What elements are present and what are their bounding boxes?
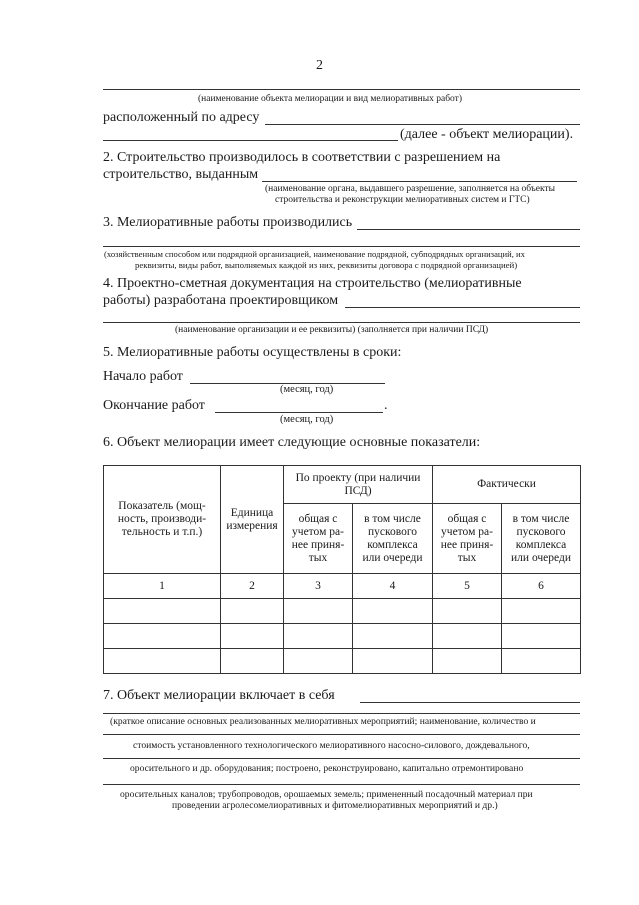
header-project-startup: в том числе пускового комплекса или очереди <box>353 504 433 574</box>
table-cell[interactable] <box>284 599 353 624</box>
table-row <box>104 599 581 624</box>
section2-line1: 2. Строительство производилось в соответствии с разрешением на <box>103 150 501 165</box>
contractor-line-1[interactable] <box>357 229 580 230</box>
section4-caption: (наименование организации и ее реквизиты) (заполняется при наличии ПСД) <box>175 325 489 335</box>
table-cell[interactable] <box>104 649 221 674</box>
section2-caption2: строительства и реконструкции мелиоративных систем и ГТС) <box>275 195 530 205</box>
header-actual-startup: в том числе пускового комплекса или очереди <box>502 504 581 574</box>
address-suffix: (далее - объект мелиорации). <box>400 127 574 142</box>
section5-text: 5. Мелиоративные работы осуществлены в сроки: <box>103 345 402 360</box>
address-line-2[interactable] <box>103 140 398 141</box>
section7-caption5: проведении агролесомелиоративных и фитомелиоративных мероприятий и др.) <box>172 800 498 811</box>
includes-line-1[interactable] <box>360 702 580 703</box>
object-name-caption: (наименование объекта мелиорации и вид мелиоративных работ) <box>198 94 462 104</box>
start-label: Начало работ <box>103 369 183 384</box>
includes-line-5[interactable] <box>103 784 580 785</box>
permit-issuer-line[interactable] <box>262 181 577 182</box>
start-date-caption: (месяц, год) <box>280 384 334 395</box>
header-unit: Единица измерения <box>221 466 284 574</box>
table-cell[interactable] <box>353 649 433 674</box>
table-cell[interactable] <box>221 649 284 674</box>
header-actual-total: общая с учетом ра- нее приня- тых <box>433 504 502 574</box>
table-row <box>104 649 581 674</box>
end-date-period: . <box>384 398 388 413</box>
col-number: 6 <box>502 574 581 599</box>
end-date-line[interactable] <box>215 412 383 413</box>
col-number: 3 <box>284 574 353 599</box>
section2-caption1: (наименование органа, выдавшего разрешение, заполняется на объекты <box>265 184 556 194</box>
section7-caption3: оросительного и др. оборудования; построено, реконструировано, капитально отремонтировано <box>130 763 524 774</box>
table-cell[interactable] <box>502 649 581 674</box>
includes-line-2[interactable] <box>103 713 580 714</box>
table-cell[interactable] <box>353 599 433 624</box>
section2-line2: строительство, выданным <box>103 167 259 182</box>
col-number: 1 <box>104 574 221 599</box>
col-number: 4 <box>353 574 433 599</box>
table-cell[interactable] <box>221 599 284 624</box>
address-label: расположенный по адресу <box>103 110 260 125</box>
section3-caption1: (хозяйственным способом или подрядной организацией, наименование подрядной, субподрядных организаций, их <box>104 249 525 259</box>
table-cell[interactable] <box>502 624 581 649</box>
table-cell[interactable] <box>284 649 353 674</box>
table-cell[interactable] <box>284 624 353 649</box>
col-number: 5 <box>433 574 502 599</box>
object-name-line[interactable] <box>103 89 580 90</box>
contractor-line-2[interactable] <box>103 246 580 247</box>
section7-text: 7. Объект мелиорации включает в себя <box>103 688 335 703</box>
designer-line-2[interactable] <box>103 322 580 323</box>
table-cell[interactable] <box>433 649 502 674</box>
table-cell[interactable] <box>433 624 502 649</box>
col-number: 2 <box>221 574 284 599</box>
end-label: Окончание работ <box>103 398 205 413</box>
table-cell[interactable] <box>502 599 581 624</box>
end-date-caption: (месяц, год) <box>280 414 334 425</box>
section7-caption4: оросительных каналов; трубопроводов, орошаемых земель; примененный посадочный материал при <box>120 789 533 800</box>
section4-line2: работы) разработана проектировщиком <box>103 293 339 308</box>
section3-caption2: реквизиты, виды работ, выполняемых каждой из них, реквизиты договора с подрядной организацией) <box>135 260 518 270</box>
page-number: 2 <box>316 58 323 73</box>
designer-line-1[interactable] <box>345 307 580 308</box>
header-indicator: Показатель (мощ- ность, производи- тельность и т.п.) <box>104 466 221 574</box>
table-cell[interactable] <box>104 599 221 624</box>
section6-text: 6. Объект мелиорации имеет следующие основные показатели: <box>103 435 481 450</box>
indicators-table <box>103 465 581 674</box>
table-cell[interactable] <box>104 624 221 649</box>
table-cell[interactable] <box>221 624 284 649</box>
section4-line1: 4. Проектно-сметная документация на строительство (мелиоративные <box>103 276 522 291</box>
section7-caption2: стоимость установленного технологического мелиоративного насосно-силового, дождевального, <box>133 740 530 751</box>
header-project-total: общая с учетом ра- нее приня- тых <box>284 504 353 574</box>
section3-text: 3. Мелиоративные работы производились <box>103 215 353 230</box>
includes-line-3[interactable] <box>103 734 580 735</box>
includes-line-4[interactable] <box>103 758 580 759</box>
table-row <box>104 624 581 649</box>
address-line-1[interactable] <box>265 124 580 125</box>
header-actual: Фактически <box>433 466 581 504</box>
section7-caption1: (краткое описание основных реализованных мелиоративных мероприятий; наименование, количество и <box>110 716 536 727</box>
table-number-row <box>104 574 581 599</box>
table-cell[interactable] <box>433 599 502 624</box>
header-by-project: По проекту (при наличии ПСД) <box>284 466 433 504</box>
table-cell[interactable] <box>353 624 433 649</box>
